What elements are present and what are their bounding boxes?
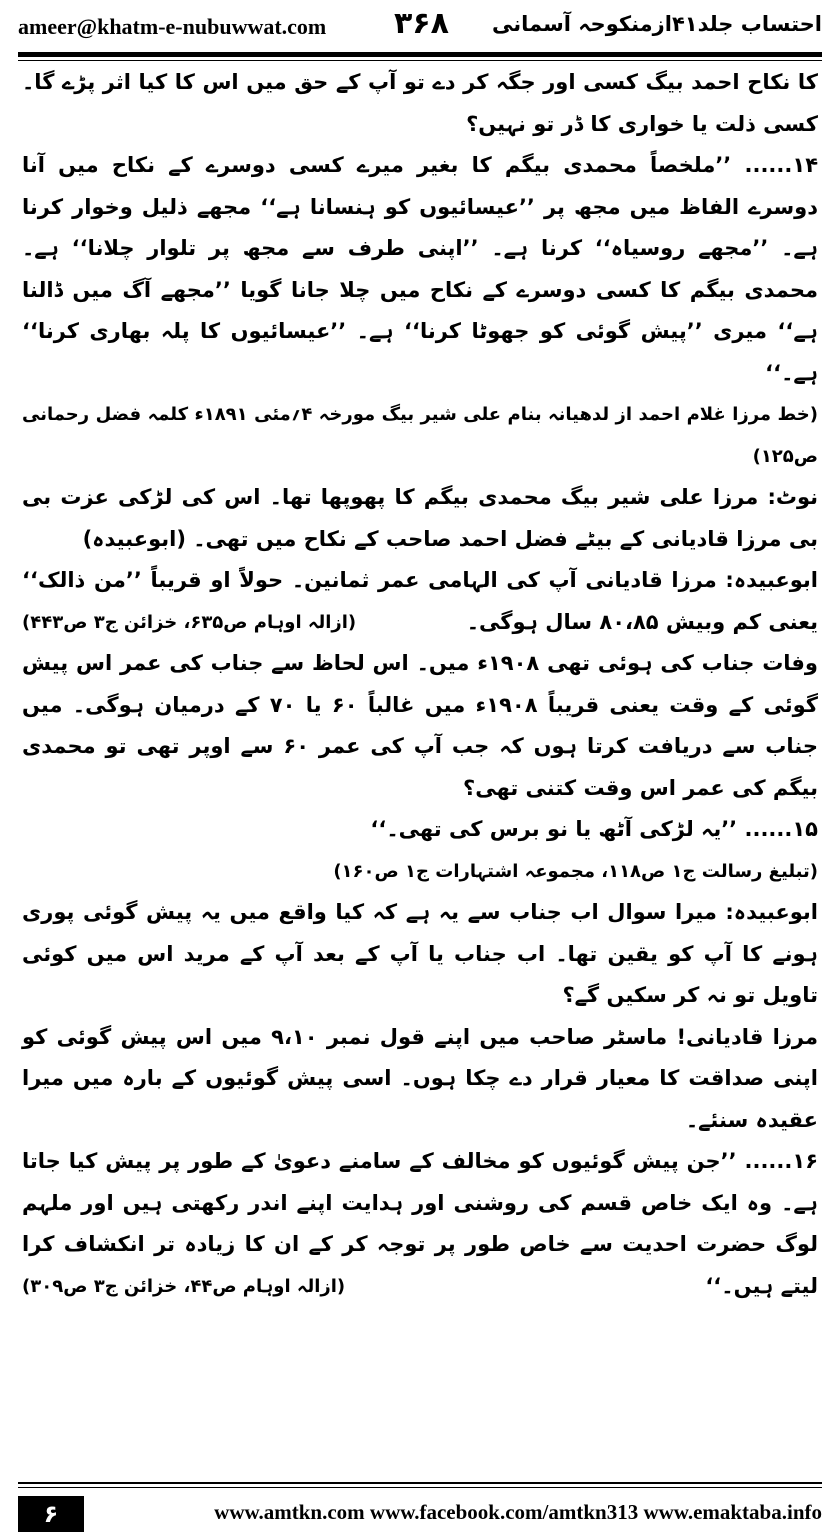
paragraph-age bbox=[22, 560, 818, 643]
quote-16 bbox=[22, 1141, 818, 1307]
header-email: ameer@khatm-e-nubuwwat.com bbox=[18, 14, 327, 39]
reference-2: (ازالہ اوہام ص۶۳۵، خزائن ج۳ ص۴۴۳) bbox=[22, 611, 357, 633]
header-rule-thick bbox=[18, 52, 822, 57]
reference-4: (ازالہ اوہام ص۴۴، خزائن ج۳ ص۳۰۹) bbox=[22, 1275, 346, 1297]
footer-rule-thin bbox=[18, 1487, 822, 1488]
page-body bbox=[22, 62, 818, 1307]
page-header bbox=[18, 4, 822, 50]
paragraph-age-text: ابوعبیدہ: مرزا قادیانی آپ کی الہامی عمر ثمانین۔ حولاً او قریباً ’’من ذالک‘‘ یعنی کم وبیش ۸۰،۸۵ سال ہوگی۔ bbox=[22, 568, 818, 634]
quote-16-text: ’’جن پیش گوئیوں کو مخالف کے سامنے دعویٰ کے طور پر پیش کیا جاتا ہے۔ وہ ایک خاص قسم کی روشنی اور ہدایت اپنے اندر رکھتی ہیں اور ملہم لوگ حضرت احدیت سے خاص طور پر توجہ کر کے ان کا زیادہ تر انکشاف کرا لیتے ہیں۔‘‘ bbox=[22, 1149, 818, 1298]
header-page-number: ۳۶۸ bbox=[394, 6, 449, 41]
paragraph-mirza: مرزا قادیانی! ماسٹر صاحب میں اپنے قول نمبر ۹،۱۰ میں اس پیش گوئی کو اپنی صداقت کا معیار قرار دے چکا ہوں۔ اسی پیش گوئیوں کے بارہ میں میرا عقیدہ سنئے۔ bbox=[22, 1024, 818, 1132]
quote-number-16: ۱۶...... bbox=[744, 1149, 819, 1173]
paragraph-intro: کا نکاح احمد بیگ کسی اور جگہ کر دے تو آپ کے حق میں اس کا کیا اثر پڑے گا۔ کسی ذلت یا خواری کا ڈر تو نہیں؟ bbox=[22, 70, 818, 136]
header-rule-thin bbox=[18, 60, 822, 61]
paragraph-note: نوٹ: مرزا علی شیر بیگ محمدی بیگم کا پھوپھا تھا۔ اس کی لڑکی عزت بی بی مرزا قادیانی کے بیٹے فضل احمد صاحب کے نکاح میں تھی۔ (ابوعبیدہ) bbox=[22, 485, 818, 551]
paragraph-question: ابوعبیدہ: میرا سوال اب جناب سے یہ ہے کہ کیا واقع میں یہ پیش گوئی پوری ہونے کا آپ کو یقین تھا۔ اب جناب یا آپ کے بعد آپ کے مرید اس میں کوئی تاویل تو نہ کر سکیں گے؟ bbox=[22, 900, 818, 1007]
reference-1: (خط مرزا غلام احمد از لدھیانہ بنام علی شیر بیگ مورخہ ۴؍مئی ۱۸۹۱ء کلمہ فضل رحمانی ص۱۲۵) bbox=[22, 404, 818, 467]
quote-number-15: ۱۵...... bbox=[744, 817, 818, 841]
footer-number-box: ۶ bbox=[18, 1496, 84, 1532]
quote-number-14: ۱۴...... bbox=[744, 153, 819, 177]
reference-3: (تبلیغ رسالت ج۱ ص۱۱۸، مجموعہ اشتہارات ج۱ ص۱۶۰) bbox=[333, 860, 818, 882]
paragraph-death: وفات جناب کی ہوئی تھی ۱۹۰۸ء میں۔ اس لحاظ سے جناب کی عمر اس پیش گوئی کے وقت یعنی قریباً ۱۹۰۸ء میں غالباً ۶۰ یا ۷۰ کے درمیان ہوگی۔ میں جناب سے دریافت کرتا ہوں کہ جب آپ کی عمر ۶۰ سے اوپر تھی تو محمدی بیگم کی عمر اس وقت کتنی تھی؟ bbox=[22, 651, 818, 800]
footer-links[interactable]: www.amtkn.com www.facebook.com/amtkn313 www.emaktaba.info bbox=[214, 1500, 822, 1524]
footer-rule-thick bbox=[18, 1482, 822, 1484]
quote-15-text: ’’یہ لڑکی آٹھ یا نو برس کی تھی۔‘‘ bbox=[370, 817, 738, 841]
header-book-title: احتساب جلد۴۱ازمنکوحہ آسمانی bbox=[492, 12, 822, 36]
quote-14-text: ’’ملخصاً محمدی بیگم کا بغیر میرے کسی دوسرے کے نکاح میں آنا دوسرے الفاظ میں مجھ پر ’’عیسائیوں کو ہنسانا ہے‘‘ مجھے ذلیل وخوار کرنا ہے۔ ’’مجھے روسیاہ‘‘ کرنا ہے۔ ’’اپنی طرف سے مجھ پر تلوار چلانا‘‘ ہے۔ محمدی بیگم کا کسی دوسرے کے نکاح میں چلا جانا گویا ’’مجھے آگ میں ڈالنا ہے‘‘ میری ’’پیش گوئی کو جھوٹا کرنا‘‘ ہے۔ ’’عیسائیوں کا پلہ بھاری کرنا‘‘ ہے۔‘‘ bbox=[22, 153, 818, 385]
quote-15 bbox=[22, 809, 818, 851]
quote-14 bbox=[22, 145, 818, 394]
page-footer bbox=[18, 1482, 822, 1534]
